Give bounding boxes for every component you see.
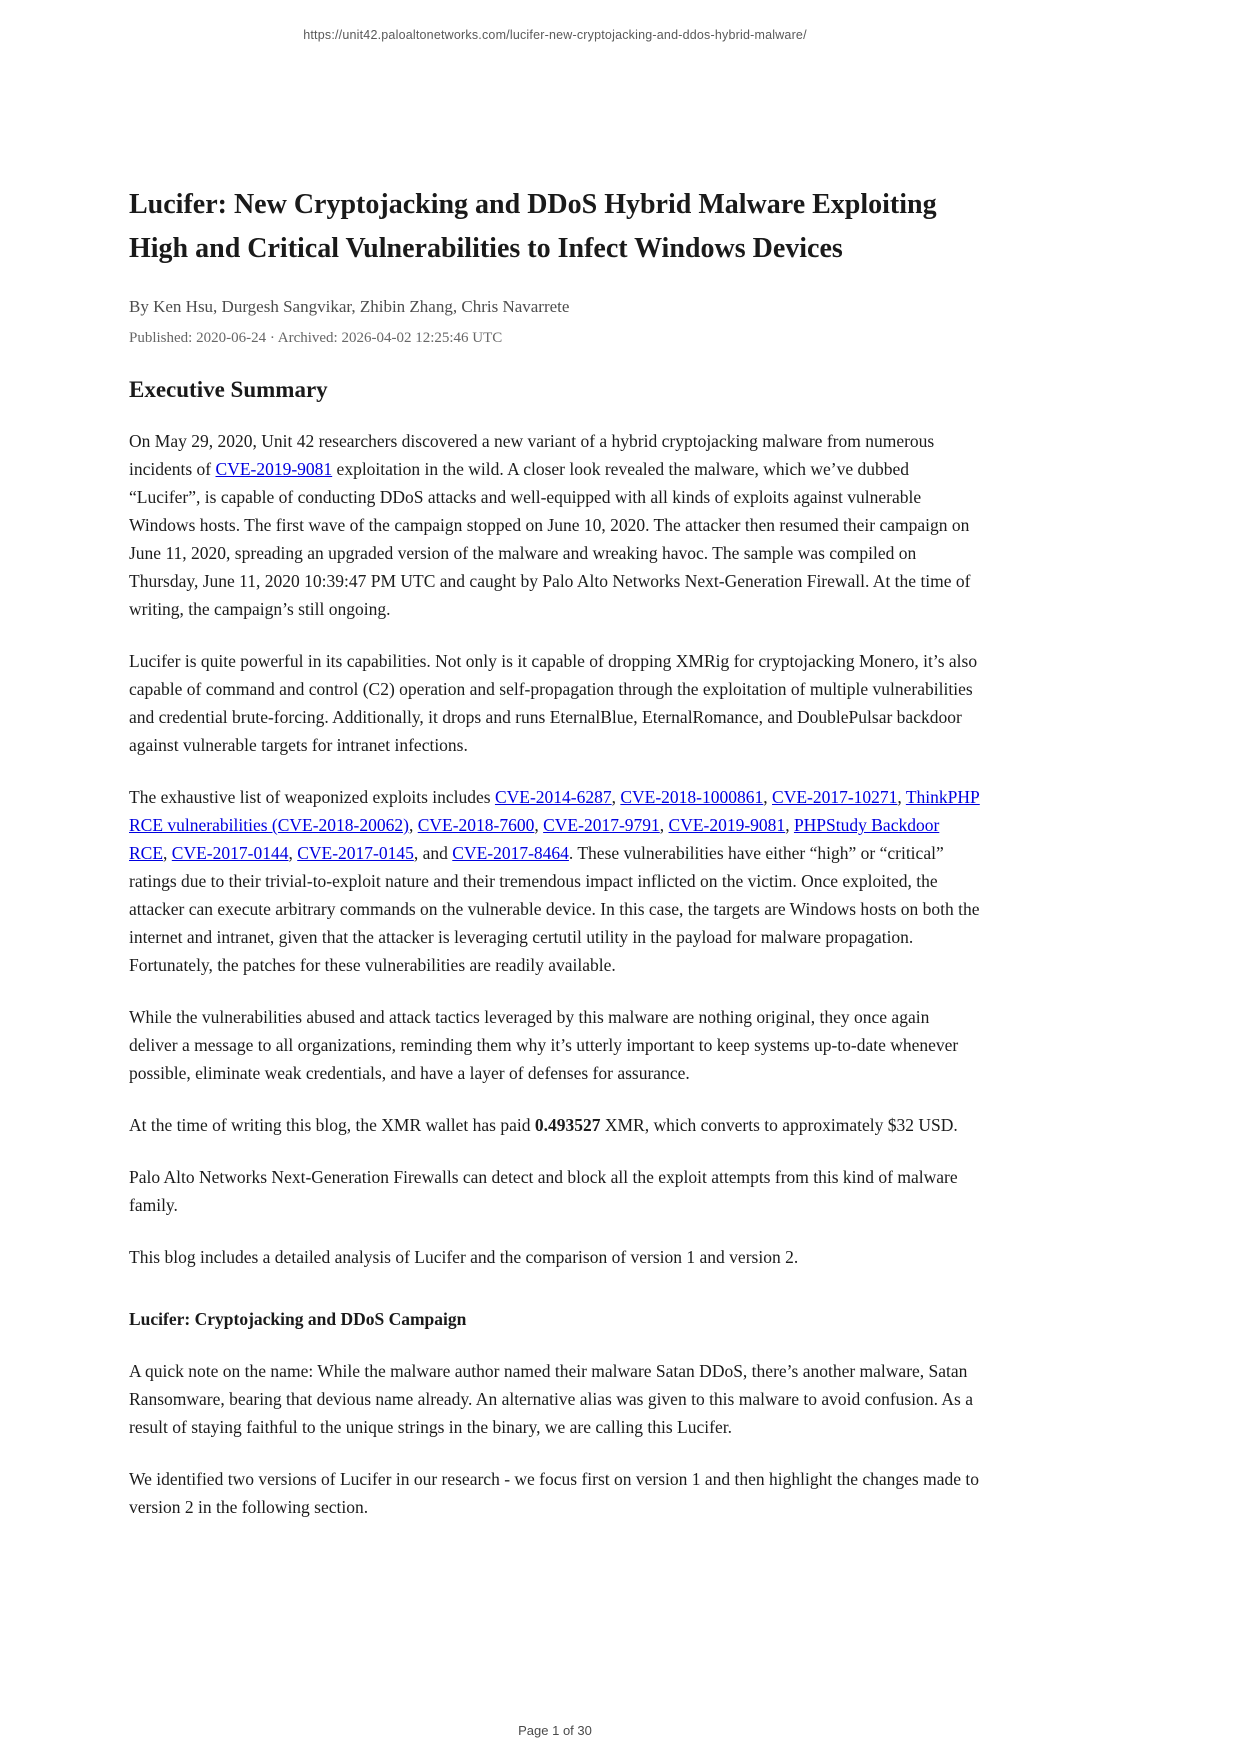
paragraph [129,783,981,979]
text-run: , [763,787,773,807]
text-run: , [611,787,621,807]
cve-link[interactable]: CVE-2017-0144 [171,843,289,863]
text-run: While the vulnerabilities abused and attack tactics leveraged by this malware are nothing original, they once again deliver a message to all organizations, reminding them why it’s utterly important to keep systems up-to-date whenever possible, eliminate weak credentials, and have a layer of defenses for assurance. [129,1007,959,1083]
text-run: On May 29, 2020, Unit 42 researchers discovered a new variant of a hybrid cryptojacking malware from numerous incidents of [129,431,935,479]
cve-link[interactable]: CVE-2018-1000861 [620,787,764,807]
text-run: Palo Alto Networks Next-Generation Firewalls can detect and block all the exploit attempts from this kind of malware family. [129,1167,958,1215]
cve-link[interactable]: CVE-2018-7600 [417,815,535,835]
paragraph [129,427,981,623]
text-run: exploitation in the wild. A closer look revealed the malware, which we’ve dubbed “Lucifer”, is capable of conducting DDoS attacks and well-equipped with all kinds of exploits against vulnerable Windows hosts. The first wave of the campaign stopped on June 10, 2020. The attacker then resumed their campaign on June 11, 2020, spreading an upgraded version of the malware and wreaking havoc. The sample was compiled on Thursday, June 11, 2020 10:39:47 PM UTC and caught by Palo Alto Networks Next-Generation Firewall. At the time of writing, the campaign’s still ongoing. [129,459,971,619]
text-run: A quick note on the name: While the malware author named their malware Satan DDoS, there’s another malware, Satan Ransomware, bearing that devious name already. An alternative alias was given to this malware to avoid confusion. As a result of staying faithful to the unique strings in the binary, we are calling this Lucifer. [129,1361,973,1437]
text-run: . These vulnerabilities have either “high” or “critical” ratings due to their trivial-to-exploit nature and their tremendous impact inflicted on the victim. Once exploited, the attacker can execute arbitrary commands on the vulnerable device. In this case, the targets are Windows hosts on both the internet and intranet, given that the attacker is leveraging certutil utility in the payload for malware propagation. Fortunately, the patches for these vulnerabilities are readily available. [129,843,980,975]
article-byline: By Ken Hsu, Durgesh Sangvikar, Zhibin Zhang, Chris Navarrete [129,297,570,316]
text-run: Lucifer is quite powerful in its capabilities. Not only is it capable of dropping XMRig for cryptojacking Monero, it’s also capable of command and control (C2) operation and self-propagation through the exploitation of multiple vulnerabilities and credential brute-forcing. Additionally, it drops and runs EternalBlue, EternalRomance, and DoublePulsar backdoor against vulnerable targets for intranet infections. [129,651,978,755]
text-run: , and [413,843,453,863]
cve-link[interactable]: ThinkPHP RCE vulnerabilities (CVE-2018-20062) [129,787,980,835]
text-run: Lucifer: Cryptojacking and DDoS Campaign [129,1309,467,1329]
article-title: Lucifer: New Cryptojacking and DDoS Hybrid Malware Exploiting High and Critical Vulnerabilities to Infect Windows Devices [129,189,937,264]
paragraph [129,1243,981,1271]
text-run: , [163,843,172,863]
print-header-url: https://unit42.paloaltonetworks.com/lucifer-new-cryptojacking-and-ddos-hybrid-malware/ [303,28,807,42]
cve-link[interactable]: CVE-2017-0145 [297,843,414,863]
text-run: , [897,787,906,807]
paragraph [129,1357,981,1441]
cve-link[interactable]: CVE-2017-10271 [772,787,898,807]
cve-link[interactable]: CVE-2017-8464 [452,843,569,863]
paragraph [129,1111,981,1139]
text-run: XMR, which converts to approximately $32 USD. [600,1115,958,1135]
section-heading-executive-summary: Executive Summary [129,377,328,402]
bold-text: 0.493527 [534,1115,601,1135]
paragraph [129,1465,981,1521]
published-archived-line: Published: 2020-06-24 · Archived: 2026-04-02 12:25:46 UTC [129,330,503,346]
paragraph [129,1163,981,1219]
paragraph [129,647,981,759]
cve-link[interactable]: CVE-2017-9791 [543,815,660,835]
text-run: The exhaustive list of weaponized exploits includes [129,787,495,807]
page-number-footer: Page 1 of 30 [518,1723,592,1738]
article-body [129,427,981,1521]
text-run: , [288,843,298,863]
text-run: , [659,815,669,835]
cve-link[interactable]: CVE-2019-9081 [215,459,333,479]
text-run: , [534,815,544,835]
text-run: At the time of writing this blog, the XMR wallet has paid [129,1115,535,1135]
text-run: , [785,815,794,835]
cve-link[interactable]: PHPStudy Backdoor RCE [129,815,940,863]
paragraph [129,1003,981,1087]
document-page [129,0,981,1521]
text-run: This blog includes a detailed analysis of Lucifer and the comparison of version 1 and version 2. [129,1247,799,1267]
cve-link[interactable]: CVE-2019-9081 [668,815,786,835]
text-run: We identified two versions of Lucifer in our research - we focus first on version 1 and then highlight the changes made to version 2 in the following section. [129,1469,980,1517]
text-run: , [408,815,418,835]
subsection-heading [129,1305,981,1333]
cve-link[interactable]: CVE-2014-6287 [494,787,612,807]
